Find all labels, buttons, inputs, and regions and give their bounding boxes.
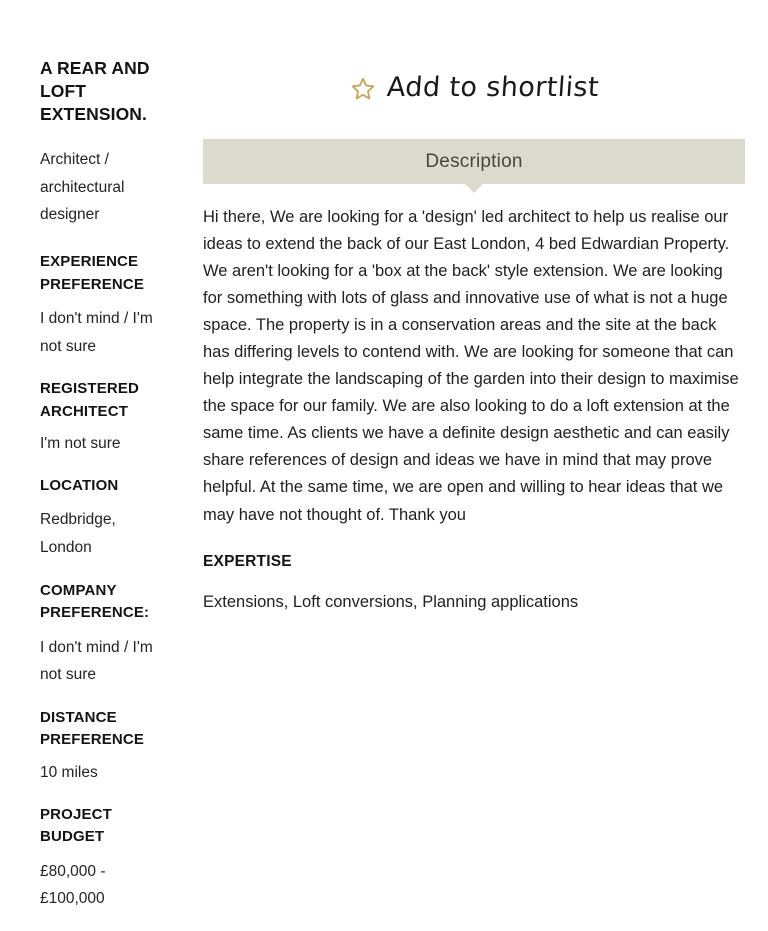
field-distance-preference [40, 707, 162, 786]
field-value: £80,000 - £100,000 [40, 862, 106, 908]
expertise-label: EXPERTISE [203, 552, 292, 570]
tab-description[interactable] [203, 139, 745, 184]
tab-pointer-icon [465, 184, 483, 193]
add-to-shortlist-label: Add to shortlist [385, 72, 600, 103]
field-value: Redbridge, London [40, 511, 116, 557]
field-label: PROJECT BUDGET [40, 805, 112, 846]
field-value: I don't mind / I'm not sure [40, 310, 153, 355]
field-value: I'm not sure [40, 435, 121, 453]
page-title: A REAR AND LOFT EXTENSION. [40, 58, 150, 125]
expertise-section [203, 553, 745, 615]
expertise-value: Extensions, Loft conversions, Planning applications [203, 592, 579, 611]
project-description-text: Hi there, We are looking for a 'design' led architect to help us realise our ideas to extend the back of our East London, 4 bed Edwardian Property. We aren't looking for a 'box at the back' style extension. We are looking for something with lots of glass and innovative use of what is not a huge space. The property is in a conservation areas and the site at the back has differing levels to contend with. We are looking for someone that can help integrate the landscaping of the garden into their design to maximise the space for our family. We are also looking to do a loft extension at the same time. As clients we have a definite design aesthetic and can easily share references of design and ideas we have in mind that may prove helpful. At the same time, we are open and willing to hear ideas that we may have not thought of. Thank you [203, 208, 739, 524]
field-experience-preference [40, 251, 162, 360]
tab-description-label: Description [425, 150, 523, 172]
add-to-shortlist-button[interactable] [203, 72, 745, 103]
field-label: REGISTERED ARCHITECT [40, 380, 140, 420]
field-label: EXPERIENCE PREFERENCE [40, 253, 145, 293]
project-role: Architect / architectural designer [40, 151, 125, 224]
field-company-preference [40, 580, 162, 689]
field-label: COMPANY PREFERENCE: [40, 581, 150, 622]
field-project-budget [40, 804, 162, 913]
star-outline-icon [350, 76, 376, 102]
description-tab-group [203, 139, 745, 184]
project-main-column [203, 0, 745, 615]
field-label: DISTANCE PREFERENCE [40, 708, 145, 749]
field-value: I don't mind / I'm not sure [40, 638, 153, 684]
field-label: LOCATION [40, 476, 119, 494]
field-registered-architect [40, 378, 162, 457]
field-location [40, 475, 162, 562]
field-value: 10 miles [40, 763, 98, 781]
project-details-sidebar [40, 57, 162, 931]
